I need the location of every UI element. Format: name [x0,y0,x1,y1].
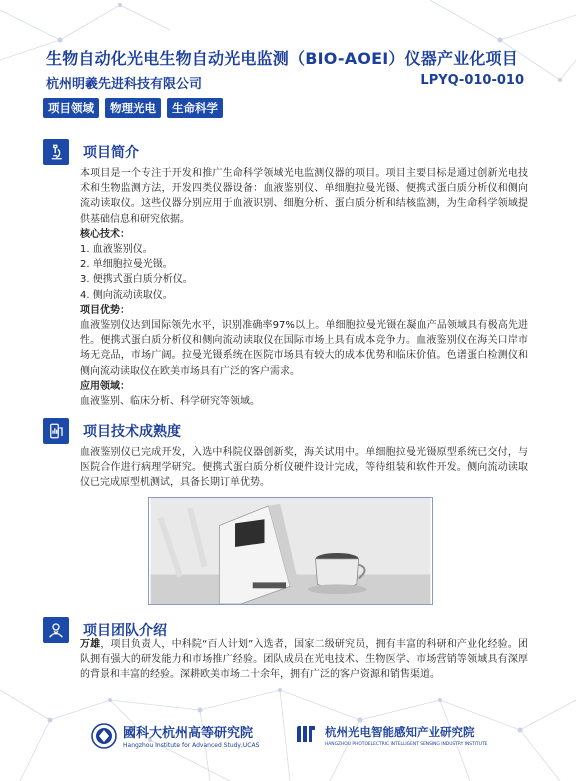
photoelectric-institute-logo [293,722,487,748]
team-leader-name: 万雄 [80,639,101,650]
device-photo-image [149,498,432,604]
company-name: 杭州明羲先进科技有限公司 [46,77,203,92]
person-icon [43,617,69,643]
team-text: ，项目负责人，中科院“百人计划”入选者，国家二级研究员，拥有丰富的科研和产业化经验。团队拥有强大的研发能力和市场推广经验。团队成员在光电技术、生物医学、市场营销等领域具有深厚的背景和丰富的经验。深耕欧美市场二十余年，拥有广泛的客户资源和销售渠道。 [80,639,528,681]
core-tech-item: 3. 便携式蛋白质分析仪。 [80,274,193,286]
logo2-english-name: HANGZHOU PHOTOELECTRIC INTELLIGENT SENSING INDUSTRY INSTITUTE [325,741,488,747]
project-code: LPYQ-010-010 [420,73,524,88]
page-title: 生物自动化光电生物自动光电监测（BIO-AOEI）仪器产业化项目 [46,49,518,68]
advantage-label: 项目优势： [80,304,130,316]
core-tech-item: 2. 单细胞拉曼光镊。 [80,259,173,271]
tag-physics-optics: 物理光电 [105,98,161,118]
tag-life-science: 生命科学 [167,98,223,118]
core-tech-item: 1. 血液鉴别仪。 [80,244,153,256]
ucas-hangzhou-logo [91,722,259,749]
logo1-chinese-name: 國科大杭州高等研究院 [123,726,254,741]
phone-chart-icon [43,418,69,444]
advantage-text: 血液鉴别仪达到国际领先水平，识别准确率97%以上。单细胞拉曼光镊在凝血产品领域具有极高先进性。便携式蛋白质分析仪和侧向流动读取仪在国际市场上具有成本竞争力。血液鉴别仪在海关口岸市场无竞品，市场广阔。拉曼光镊系统在医院市场具有较大的成本优势和临床价值。色谱蛋白检测仪和侧向流动读取仪在欧美市场具有广泛的客户需求。 [80,320,528,377]
maturity-text: 血液鉴别仪已完成开发，入选中科院仪器创新奖，海关试用中。单细胞拉曼光镊原型系统已交付，与医院合作进行病理学研究。便携式蛋白质分析仪硬件设计完成，等待组装和软件开发。侧向流动读取仪已完成原型机测试，具备长期订单优势。 [80,447,528,489]
tag-row [43,98,223,118]
footer-logos [0,722,576,762]
application-text: 血液鉴别、临床分析、科学研究等领域。 [80,396,260,408]
section-team-title: 项目团队介绍 [83,623,167,639]
team-block [80,637,528,683]
section-maturity-header [43,418,181,444]
section-intro-header [43,139,139,165]
intro-block [80,166,528,409]
institute-emblem-icon [293,722,319,748]
logo2-chinese-name: 杭州光电智能感知产业研究院 [325,724,475,739]
tag-field: 项目领域 [43,98,99,118]
section-intro-title: 项目简介 [83,145,139,161]
microscope-icon [43,139,69,165]
section-maturity-title: 项目技术成熟度 [83,424,181,440]
ucas-emblem-icon [91,723,117,749]
core-tech-item: 4. 侧向流动读取仪。 [80,289,173,301]
application-label: 应用领域： [80,380,130,392]
logo1-english-name: Hangzhou Institute for Advanced Study,UCAS [123,742,260,749]
intro-text: 本项目是一个专注于开发和推广生命科学领域光电监测仪器的项目。项目主要目标是通过创新光电技术和生物监测方法，开发四类仪器设备：血液鉴别仪、单细胞拉曼光镊、便携式蛋白质分析仪和侧向流动读取仪。这些仪器分别应用于血液识别、细胞分析、蛋白质分析和结核监测，为生命科学领域提供基础信息和研究依据。 [80,168,528,225]
core-tech-label: 核心技术： [80,228,130,240]
product-photo [148,497,433,605]
